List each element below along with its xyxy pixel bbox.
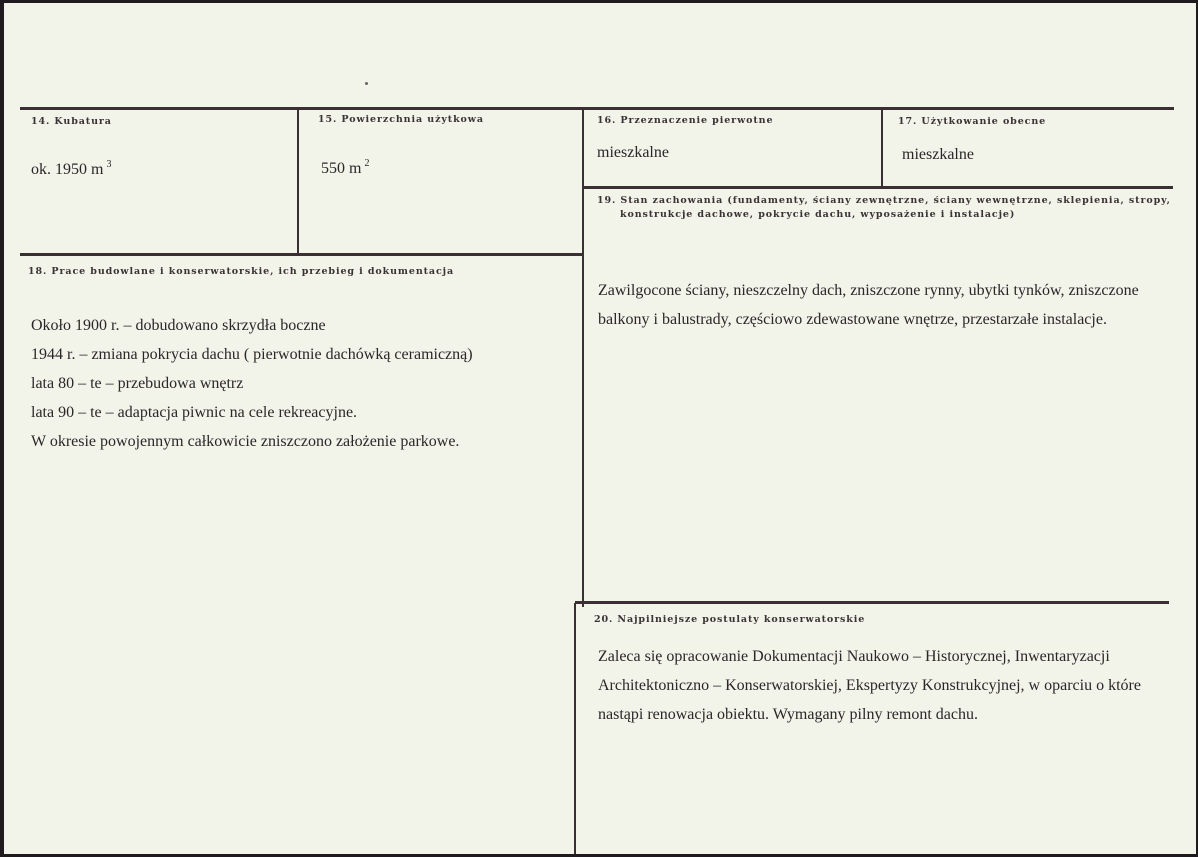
field-20-line: nastąpi renowacja obiektu. Wymagany pilny remont dachu. [598, 706, 978, 723]
field-20-line: Zaleca się opracowanie Dokumentacji Naukowo – Historycznej, Inwentaryzacji [598, 648, 1110, 665]
field-19-label [597, 195, 1171, 220]
field-14-value [31, 159, 111, 179]
field-14-label: 14. Kubatura [31, 116, 112, 127]
field-19-text [598, 276, 1139, 334]
rule-top [20, 107, 1174, 110]
field-15-label: 15. Powierzchnia użytkowa [318, 114, 484, 125]
field-19-label-line-1: 19. Stan zachowania (fundamenty, ściany zewnętrzne, ściany wewnętrzne, sklepienia, stropy, [597, 195, 1171, 206]
field-15-value [321, 158, 369, 178]
field-18-line: lata 90 – te – adaptacja piwnic na cele rekreacyjne. [31, 404, 358, 421]
field-17-label: 17. Użytkowanie obecne [898, 116, 1047, 127]
field-14-value-text: ok. 1950 m [31, 161, 104, 178]
dust-speck [365, 82, 368, 85]
field-16-value: mieszkalne [597, 144, 669, 161]
field-20-label: 20. Najpilniejsze postulaty konserwatorskie [594, 614, 866, 625]
field-18-line: 1944 r. – zmiana pokrycia dachu ( pierwotnie dachówką ceramiczną) [31, 346, 473, 363]
field-18-label: 18. Prace budowlane i konserwatorskie, ich przebieg i dokumentacja [28, 266, 455, 277]
field-18-line: W okresie powojennym całkowicie zniszczono założenie parkowe. [31, 433, 460, 450]
field-19-label-line-2: konstrukcje dachowe, pokrycie dachu, wyposażenie i instalacje) [620, 209, 1016, 220]
field-20-line: Architektoniczno – Konserwatorskiej, Ekspertyzy Konstrukcyjnej, w oparciu o które [598, 677, 1141, 694]
field-20-text [598, 642, 1141, 729]
rule-16-17-bottom [583, 186, 1173, 189]
field-19-line: Zawilgocone ściany, nieszczelny dach, zniszczone rynny, ubytki tynków, zniszczone [598, 282, 1139, 299]
field-16-label: 16. Przeznaczenie pierwotne [597, 115, 774, 126]
rule-14-15-bottom [20, 253, 583, 256]
field-17-value: mieszkalne [902, 146, 974, 163]
field-18-line: lata 80 – te – przebudowa wnętrz [31, 375, 244, 392]
field-15-value-text: 550 m [321, 160, 362, 177]
field-14-value-exponent: 3 [106, 159, 112, 170]
divider-16-17 [881, 107, 883, 187]
field-18-text [31, 311, 473, 456]
divider-14-15 [297, 107, 299, 255]
field-18-line: Około 1900 r. – dobudowano skrzydła boczne [31, 317, 326, 334]
rule-20-top [575, 601, 1169, 604]
field-19-line: balkony i balustrady, częściowo zdewastowane wnętrze, przestarzałe instalacje. [598, 311, 1107, 328]
divider-main [582, 107, 584, 607]
field-15-value-exponent: 2 [364, 158, 370, 169]
form-sheet [4, 3, 1196, 854]
divider-main-lower [574, 603, 576, 854]
